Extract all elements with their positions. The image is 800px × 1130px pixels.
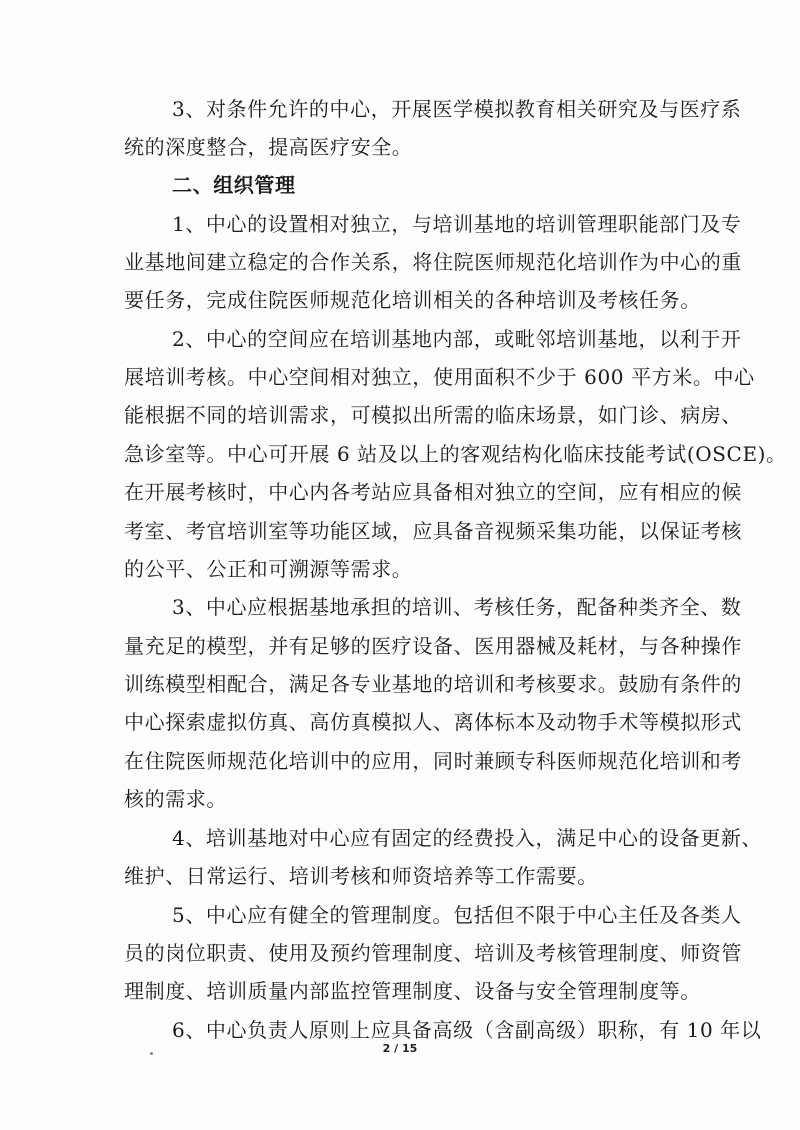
- text-line: 考室、考官培训室等功能区域，应具备音视频采集功能，以保证考核: [124, 519, 742, 543]
- scan-speck: [150, 1052, 153, 1055]
- text-line: 6、中心负责人原则上应具备高级（含副高级）职称，有 10 年以: [172, 1018, 762, 1042]
- text-line: 训练模型相配合，满足各专业基地的培训和考核要求。鼓励有条件的: [124, 672, 742, 696]
- text-line: 的公平、公正和可溯源等需求。: [124, 557, 413, 581]
- page-number: 2 / 15: [382, 1042, 418, 1055]
- text-line: 理制度、培训质量内部监控管理制度、设备与安全管理制度等。: [124, 979, 701, 1003]
- text-line: 统的深度整合，提高医疗安全。: [124, 135, 413, 159]
- text-line: 2、中心的空间应在培训基地内部，或毗邻培训基地，以利于开: [172, 327, 742, 351]
- text-line: 3、中心应根据基地承担的培训、考核任务，配备种类齐全、数: [172, 595, 742, 619]
- text-line: 1、中心的设置相对独立，与培训基地的培训管理职能部门及专: [172, 212, 742, 236]
- text-line: 员的岗位职责、使用及预约管理制度、培训及考核管理制度、师资管: [124, 941, 742, 965]
- section-heading: 二、组织管理: [172, 173, 296, 197]
- text-line: 维护、日常运行、培训考核和师资培养等工作需要。: [124, 864, 598, 888]
- text-line: 在开展考核时，中心内各考站应具备相对独立的空间，应有相应的候: [124, 480, 742, 504]
- text-line: 要任务，完成住院医师规范化培训相关的各种培训及考核任务。: [124, 288, 701, 312]
- text-line: 核的需求。: [124, 787, 227, 811]
- text-line: 中心探索虚拟仿真、高仿真模拟人、离体标本及动物手术等模拟形式: [124, 710, 742, 734]
- text-line: 能根据不同的培训需求，可模拟出所需的临床场景，如门诊、病房、: [124, 403, 742, 427]
- text-line: 5、中心应有健全的管理制度。包括但不限于中心主任及各类人: [172, 903, 742, 927]
- text-line: 量充足的模型，并有足够的医疗设备、医用器械及耗材，与各种操作: [124, 634, 742, 658]
- text-line: 展培训考核。中心空间相对独立，使用面积不少于 600 平方米。中心: [124, 365, 755, 389]
- text-line: 4、培训基地对中心应有固定的经费投入，满足中心的设备更新、: [172, 826, 763, 850]
- text-line: 在住院医师规范化培训中的应用，同时兼顾专科医师规范化培训和考: [124, 749, 742, 773]
- text-line: 3、对条件允许的中心，开展医学模拟教育相关研究及与医疗系: [172, 97, 742, 121]
- text-line: 急诊室等。中心可开展 6 站及以上的客观结构化临床技能考试(OSCE)。: [124, 442, 787, 466]
- text-line: 业基地间建立稳定的合作关系，将住院医师规范化培训作为中心的重: [124, 250, 742, 274]
